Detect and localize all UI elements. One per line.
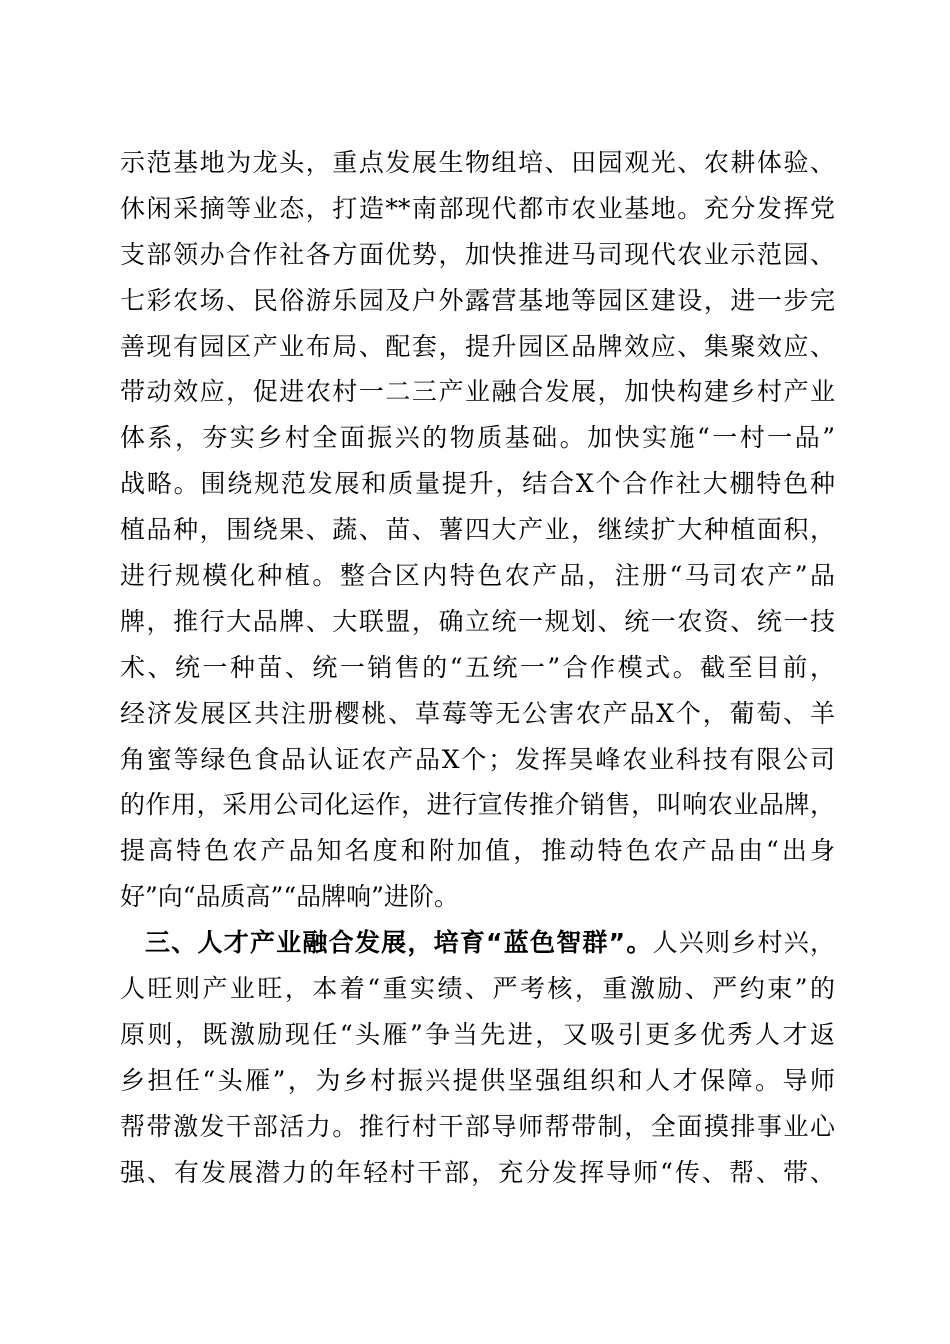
text-line: 牌，推行大品牌、大联盟，确立统一规划、统一农资、统一技 <box>120 606 835 636</box>
text-line: 休闲采摘等业态，打造**南部现代都市农业基地。充分发挥党 <box>120 193 835 223</box>
text-line: 强、有发展潜力的年轻村干部，充分发挥导师“传、帮、带、 <box>120 1157 835 1187</box>
text-line: 人旺则产业旺，本着“重实绩、严考核，重激励、严约束”的 <box>120 974 835 1004</box>
text-line: 善现有园区产业布局、配套，提升园区品牌效应、集聚效应、 <box>120 331 835 361</box>
text-line: 植品种，围绕果、蔬、苗、薯四大产业，继续扩大种植面积， <box>120 515 835 545</box>
text-line: 提高特色农产品知名度和附加值，推动特色农产品由“出身 <box>120 836 835 866</box>
text-line: 的作用，采用公司化运作，进行宣传推介销售，叫响农业品牌， <box>120 790 835 820</box>
paragraph-industry-brand <box>120 140 835 920</box>
text-line: 乡担任“头雁”，为乡村振兴提供坚强组织和人才保障。导师 <box>120 1065 835 1095</box>
text-line: 示范基地为龙头，重点发展生物组培、田园观光、农耕体验、 <box>120 148 835 177</box>
text-line: 战略。围绕规范发展和质量提升，结合X个合作社大棚特色种 <box>120 469 835 499</box>
text-line: 术、统一种苗、统一销售的“五统一”合作模式。截至目前， <box>120 652 835 682</box>
text-line: 角蜜等绿色食品认证农产品X个；发挥昊峰农业科技有限公司 <box>120 744 835 774</box>
text-line: 七彩农场、民俗游乐园及户外露营基地等园区建设，进一步完 <box>120 285 835 315</box>
document-body <box>120 140 835 1195</box>
text-line: 帮带激发干部活力。推行村干部导师帮带制，全面摸排事业心 <box>120 1111 835 1141</box>
text-line: 带动效应，促进农村一二三产业融合发展，加快构建乡村产业 <box>120 377 835 407</box>
text-line: 好”向“品质高”“品牌响”进阶。 <box>120 882 459 912</box>
text-line: 经济发展区共注册樱桃、草莓等无公害农产品X个，葡萄、羊 <box>120 698 835 728</box>
section-heading-line <box>120 920 835 966</box>
text-span: 人兴则乡村兴， <box>652 928 835 958</box>
text-line: 进行规模化种植。整合区内特色农产品，注册“马司农产”品 <box>120 561 835 591</box>
section-heading: 三、人才产业融合发展，培育“蓝色智群”。 <box>145 928 653 958</box>
text-line: 原则，既激励现任“头雁”争当先进，又吸引更多优秀人才返 <box>120 1019 835 1049</box>
paragraph-talent-industry <box>120 920 835 1195</box>
text-line: 支部领办合作社各方面优势，加快推进马司现代农业示范园、 <box>120 239 835 269</box>
text-line: 体系，夯实乡村全面振兴的物质基础。加快实施“一村一品” <box>120 423 835 453</box>
